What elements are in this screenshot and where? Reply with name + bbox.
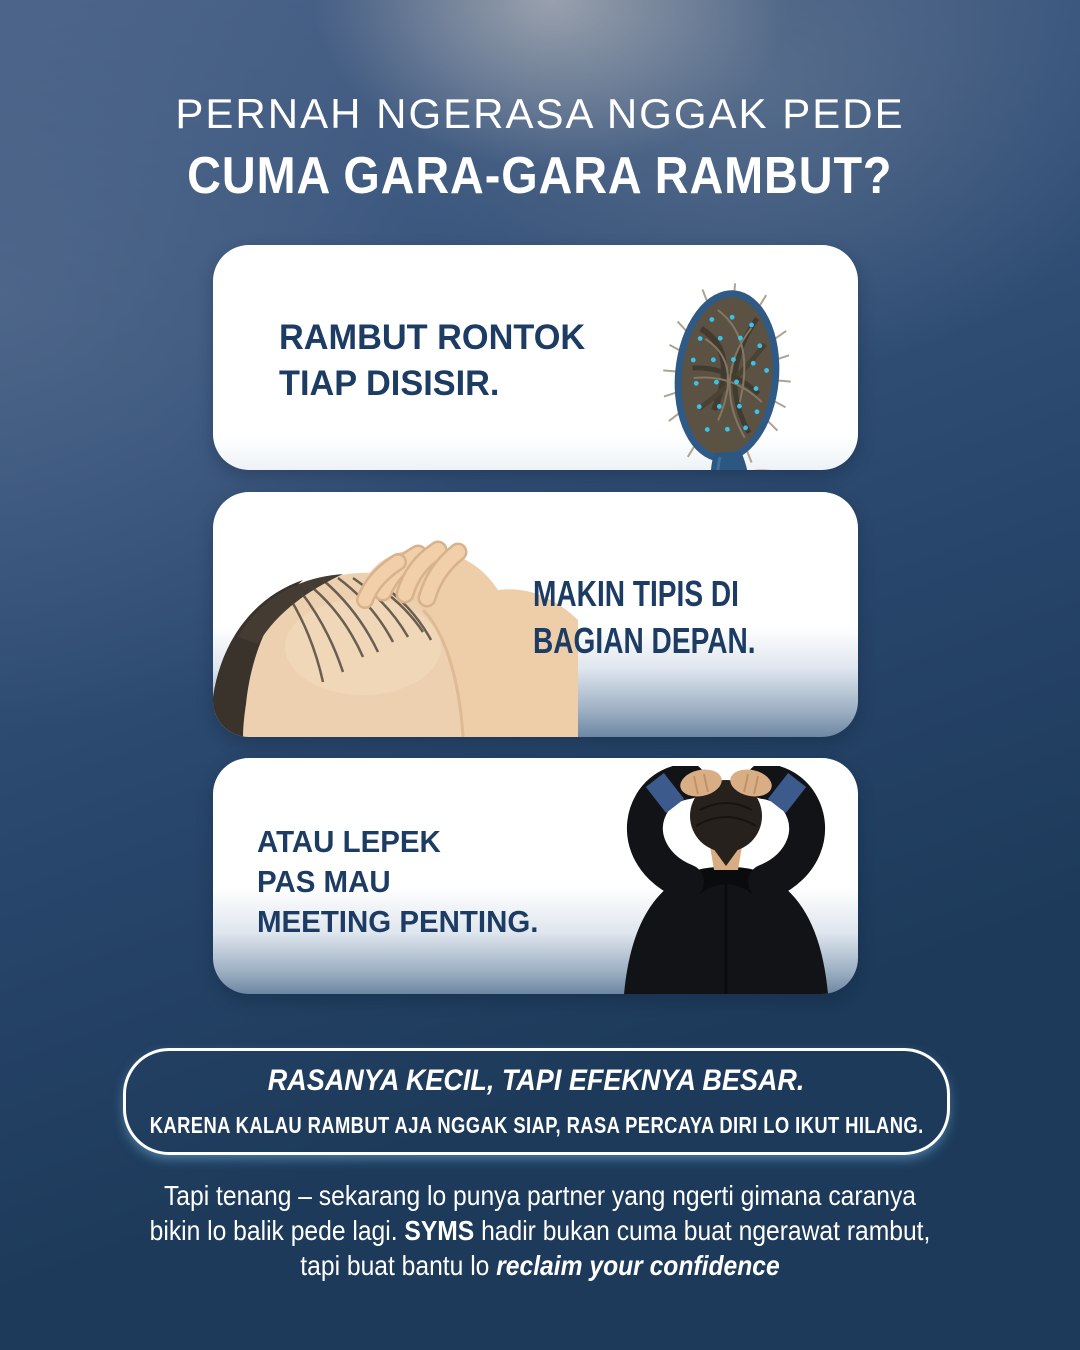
card-hair-fall-line2: TIAP DISISIR.: [279, 364, 500, 403]
header: [0, 90, 1080, 206]
card-greasy-meeting-line1: ATAU LEPEK: [257, 824, 441, 859]
card-greasy-meeting: [213, 758, 858, 994]
footer-paragraph: [0, 1178, 1080, 1283]
card-greasy-meeting-text: [257, 822, 553, 942]
card-thinning-front-line1: MAKIN TIPIS DI: [533, 573, 739, 614]
callout-box: [123, 1048, 950, 1155]
hairbrush-image: [642, 281, 812, 470]
card-hair-fall-line1: RAMBUT RONTOK: [279, 318, 586, 357]
footer-line3: tapi buat bantu lo reclaim your confidence: [300, 1250, 780, 1281]
footer-line1: Tapi tenang – sekarang lo punya partner yang ngerti gimana caranya: [163, 1180, 917, 1211]
card-thinning-front-line2: BAGIAN DEPAN.: [533, 620, 756, 661]
stressed-man-image: [606, 766, 846, 994]
card-thinning-front-text: [533, 570, 818, 664]
tagline: reclaim your confidence: [496, 1250, 780, 1281]
brand-name: SYMS: [404, 1215, 475, 1246]
card-greasy-meeting-line3: MEETING PENTING.: [257, 904, 539, 939]
card-hair-fall: [213, 245, 858, 470]
header-line1: PERNAH NGERASA NGGAK PEDE: [175, 90, 905, 137]
header-line2: CUMA GARA-GARA RAMBUT?: [187, 147, 893, 205]
card-thinning-front: [213, 492, 858, 737]
callout-subtitle: KARENA KALAU RAMBUT AJA NGGAK SIAP, RASA PERCAYA DIRI LO IKUT HILANG.: [149, 1112, 924, 1138]
footer-line2: bikin lo balik pede lagi. SYMS hadir bukan cuma buat ngerawat rambut,: [149, 1215, 931, 1246]
callout-title: RASANYA KECIL, TAPI EFEKNYA BESAR.: [268, 1064, 805, 1097]
card-greasy-meeting-line2: PAS MAU: [257, 864, 391, 899]
receding-hairline-image: [213, 492, 578, 737]
card-hair-fall-text: [279, 315, 591, 407]
